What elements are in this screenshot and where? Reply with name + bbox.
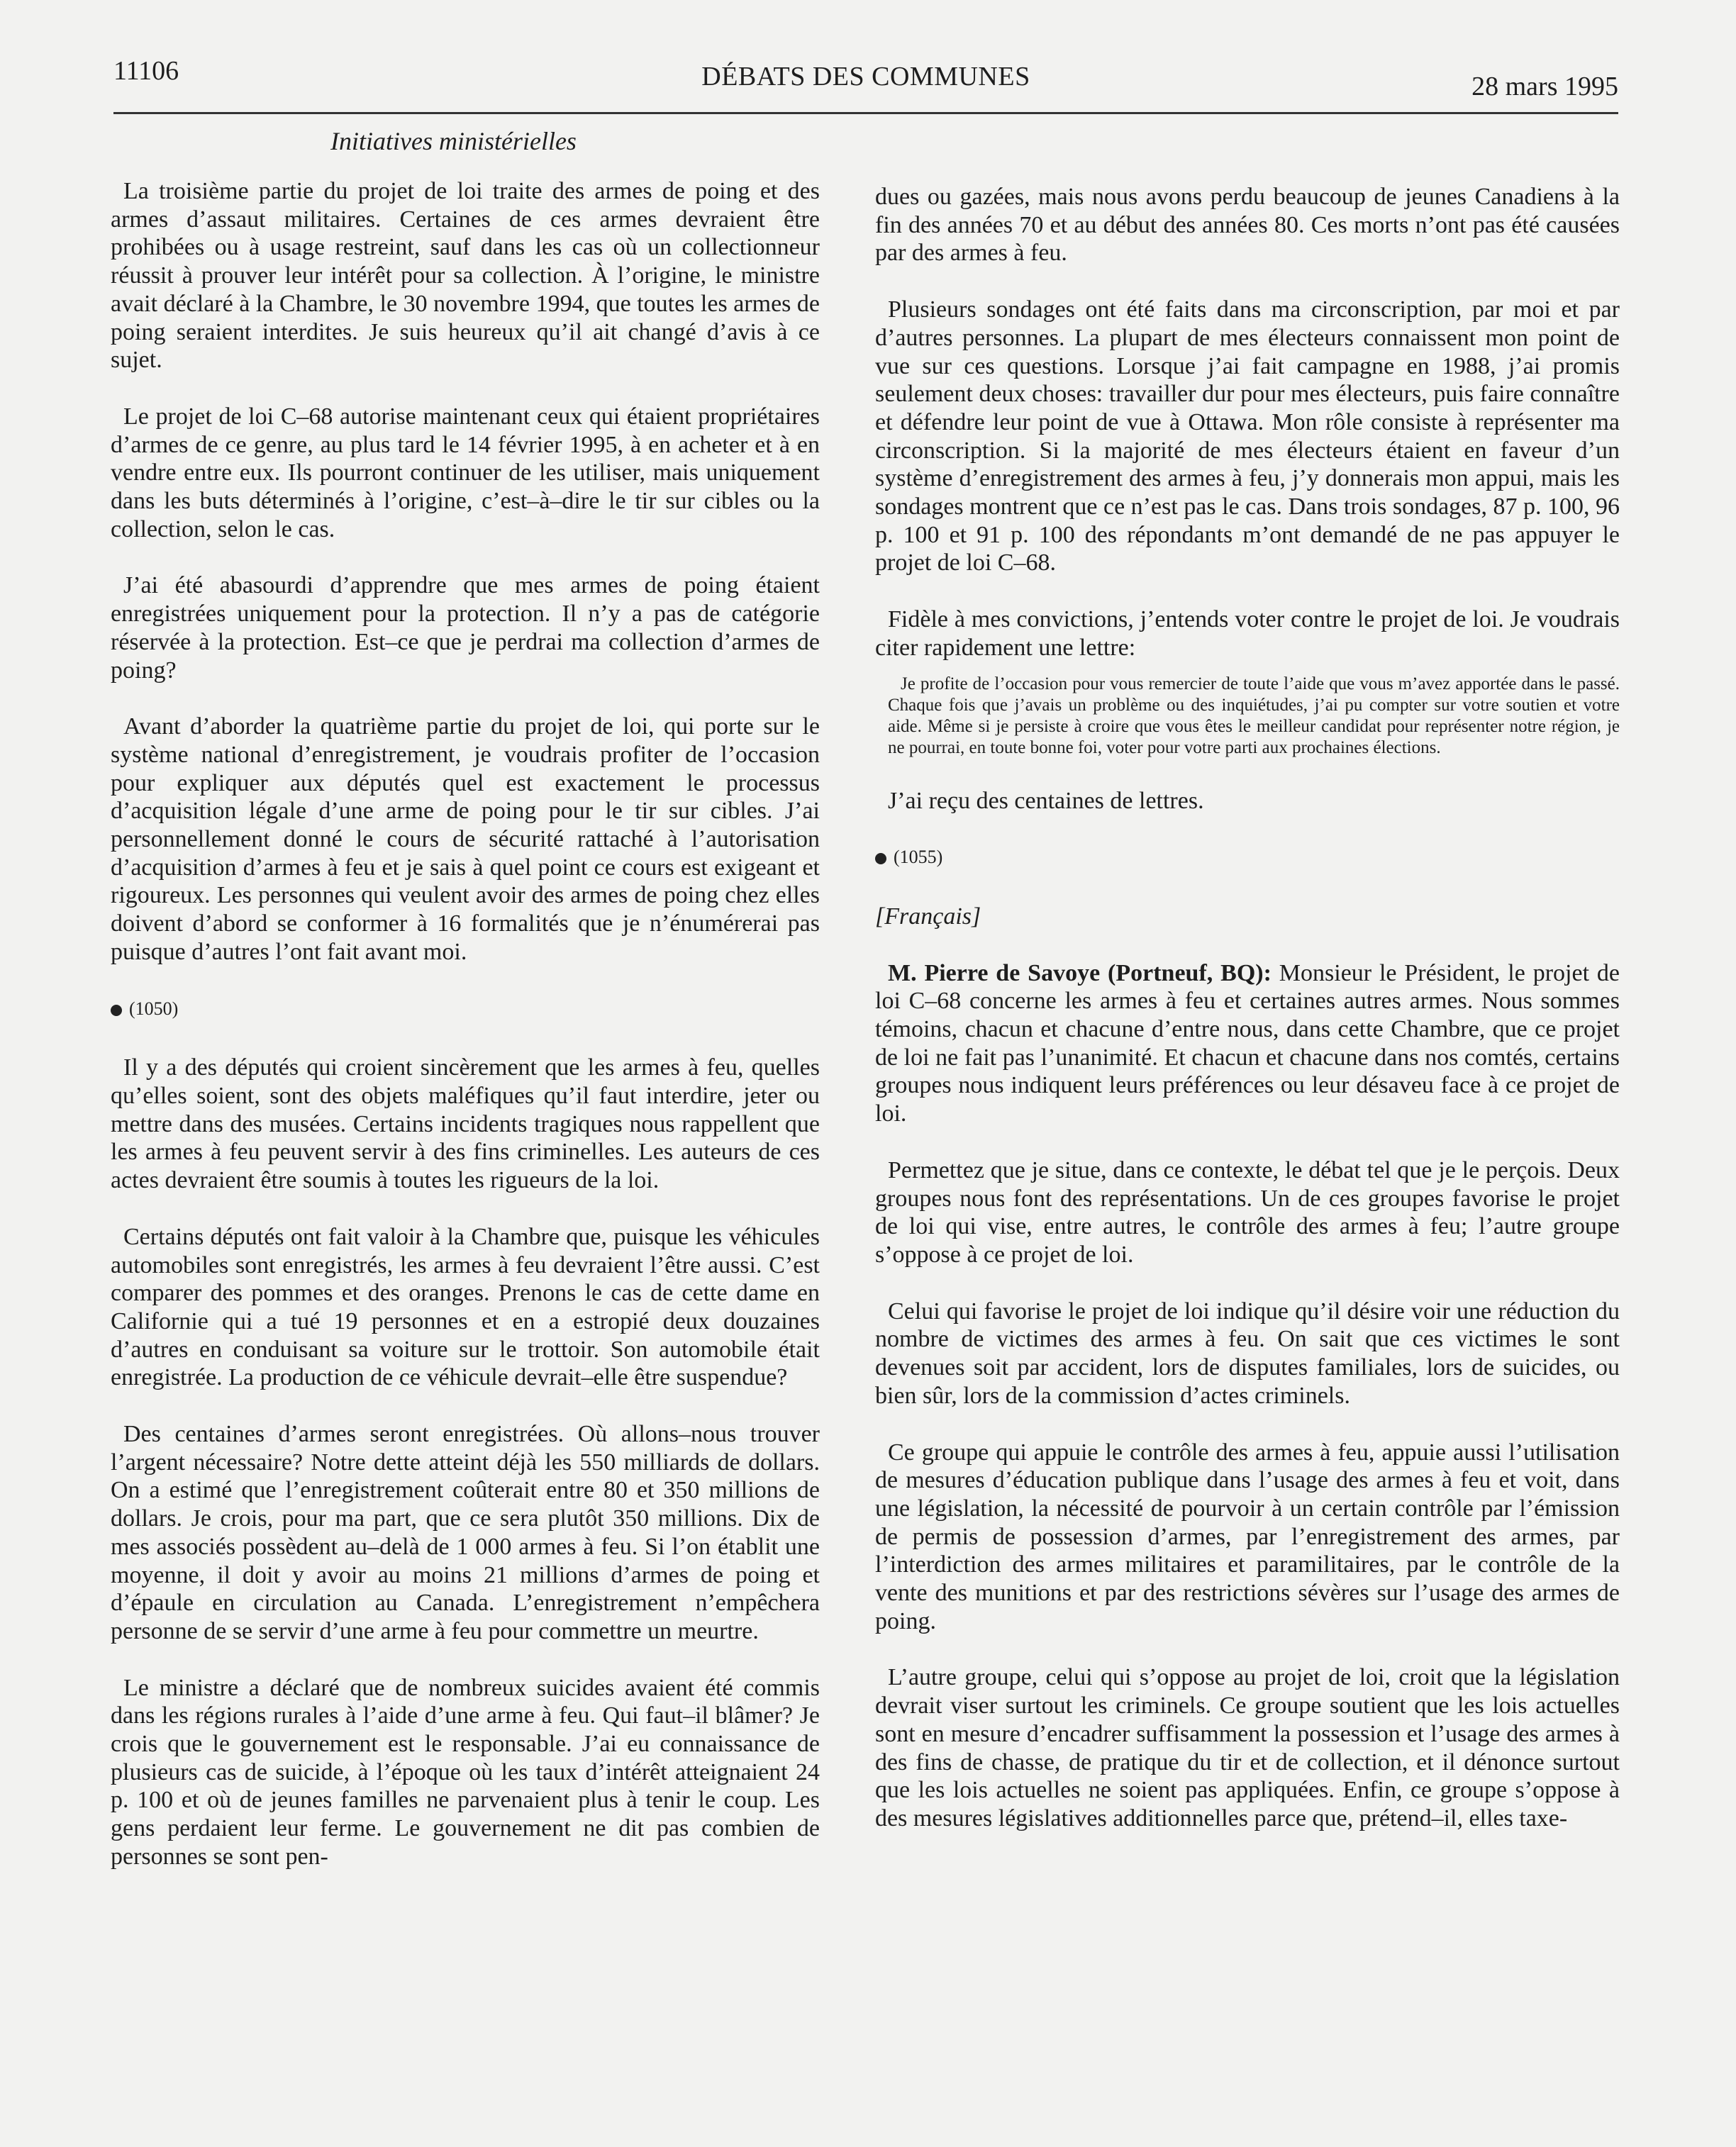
time-marker: [111, 995, 820, 1023]
speaker-name: M. Pierre de Savoye (Portneuf, BQ):: [888, 959, 1272, 986]
paragraph: J’ai été abasourdi d’apprendre que mes armes de poing étaient enregistrées uniquement pour la protection. Il n’y a pas de catégorie réservée à la protection. Est–ce que je perdrai ma collection d’armes de poing?: [111, 572, 820, 684]
paragraph: La troisième partie du projet de loi traite des armes de poing et des armes d’assaut militaires. Certaines de ces armes devraient être prohibées ou à usage restreint, sauf dans les cas où un collectionneur réussit à prouver leur intérêt pour sa collection. À l’origine, le ministre avait déclaré à la Chambre, le 30 novembre 1994, que toutes les armes de poing seraient interdites. Je suis heureux qu’il ait changé d’avis à ce sujet.: [111, 178, 820, 374]
running-head: Initiatives ministérielles: [330, 127, 577, 155]
page-header: [113, 55, 1618, 114]
paragraph: Certains députés ont fait valoir à la Chambre que, puisque les véhicules automobiles sont enregistrés, les armes à feu devraient l’être aussi. C’est comparer des pommes et des oranges. Prenons le cas de cette dame en Californie qui a tué 19 personnes et en a estropié deux douzaines d’autres en conduisant sa voiture sur le trottoir. Son automobile était enregistrée. La production de ce véhicule devrait–elle être suspendue?: [111, 1223, 820, 1391]
paragraph: Le projet de loi C–68 autorise maintenant ceux qui étaient propriétaires d’armes de ce genre, au plus tard le 14 février 1995, à en acheter et à en vendre entre eux. Ils pourront continuer de les utiliser, mais uniquement dans les buts déterminés à l’origine, c’est–à–dire le tir sur cibles ou la collection, selon le cas.: [111, 403, 820, 542]
speaker-paragraph: [875, 959, 1620, 1128]
time-marker-label: (1055): [894, 847, 943, 868]
paragraph: Le ministre a déclaré que de nombreux suicides avaient été commis dans les régions rurales à l’aide d’une arme à feu. Qui faut–il blâmer? Je crois que le gouvernement est le responsable. J’ai eu connaissance de plusieurs cas de suicide, à l’époque où les taux d’intérêt atteignaient 24 p. 100 et où de jeunes familles ne parvenaient plus à tenir le coup. Les gens perdaient leur ferme. Le gouvernement ne dit pas combien de personnes se sont pen-: [111, 1674, 820, 1870]
paragraph: Avant d’aborder la quatrième partie du projet de loi, qui porte sur le système national d’enregistrement, je voudrais profiter de l’occasion pour expliquer aux députés quel est exactement le processus d’acquisition légale d’une arme de poing pour le tir sur cibles. J’ai personnellement donné le cours de sécurité rattaché à l’autorisation d’acquisition d’armes à feu et je sais à quel point ce cours est exigeant et rigoureux. Les personnes qui veulent avoir des armes de poing chez elles doivent d’abord se conformer à 16 formalités que je n’énumérerai pas puisque d’autres l’ont fait avant moi.: [111, 713, 820, 965]
bullet-icon: [111, 1005, 122, 1016]
paragraph: J’ai reçu des centaines de lettres.: [888, 787, 1204, 814]
quoted-letter: Je profite de l’occasion pour vous remercier de toute l’aide que vous m’avez apportée dans le passé. Chaque fois que j’avais un problème ou des inquiétudes, j’ai pu compter sur votre soutien et votre aide. Même si je persiste à croire que vous êtes le meilleur candidat pour représenter notre région, je ne pourrai, en toute bonne foi, voter pour votre parti aux prochaines élections.: [888, 674, 1620, 757]
paragraph: Fidèle à mes convictions, j’entends voter contre le projet de loi. Je voudrais citer rapidement une lettre:: [875, 606, 1620, 661]
paragraph: Permettez que je situe, dans ce contexte, le débat tel que je le perçois. Deux groupes nous font des représentations. Un de ces groupes favorise le projet de loi qui vise, entre autres, le contrôle des armes à feu; l’autre groupe s’oppose à ce projet de loi.: [875, 1156, 1620, 1268]
right-column: [875, 183, 1620, 1861]
left-column: [111, 177, 820, 1900]
paragraph: Il y a des députés qui croient sincèrement que les armes à feu, quelles qu’elles soient, sont des objets maléfiques qu’il faut interdire, jeter ou mettre dans des musées. Certains incidents tragiques nous rappellent que les armes à feu peuvent servir à des fins criminelles. Les auteurs de ces actes devraient être soumis à toutes les rigueurs de la loi.: [111, 1054, 820, 1194]
language-tag: [Français]: [875, 903, 981, 930]
paragraph: dues ou gazées, mais nous avons perdu beaucoup de jeunes Canadiens à la fin des années 70 et au début des années 80. Ces morts n’ont pas été causées par des armes à feu.: [875, 184, 1620, 267]
time-marker-label: (1050): [129, 998, 179, 1019]
paragraph: Des centaines d’armes seront enregistrées. Où allons–nous trouver l’argent nécessaire? Notre dette atteint déjà les 550 milliards de dollars. On a estimé que l’enregistrement coûterait entre 80 et 350 millions de dollars. Je crois, pour ma part, que ce sera plutôt 350 millions. Dix de mes associés possèdent au–delà de 1 000 armes à feu. Si l’on établit une moyenne, il doit y avoir au moins 21 millions d’armes de poing et d’épaule en circulation au Canada. L’enregistrement n’empêchera personne de se servir d’une arme à feu pour commettre un meurtre.: [111, 1421, 820, 1644]
page-date: 28 mars 1995: [1471, 72, 1618, 101]
paragraph: Plusieurs sondages ont été faits dans ma circonscription, par moi et par d’autres personnes. La plupart de mes électeurs connaissent mon point de vue sur ces questions. Lorsque j’ai fait campagne en 1988, j’ai promis seulement deux choses: travailler dur pour mes électeurs, puis faire connaître et défendre leur point de vue à Ottawa. Mon rôle consiste à représenter ma circonscription. Si la majorité de mes électeurs étaient en faveur d’un système d’enregistrement des armes à feu, j’y donnerais mon appui, mais les sondages montrent que ce n’est pas le cas. Dans trois sondages, 87 p. 100, 96 p. 100 et 91 p. 100 des répondants m’ont demandé de ne pas appuyer le projet de loi C–68.: [875, 296, 1620, 576]
page-number: 11106: [113, 56, 179, 86]
speaker-text: Monsieur le Président, le projet de loi C–68 concerne les armes à feu et certaines autres armes. Nous sommes témoins, chacun et chacune d’entre nous, dans cette Chambre, que ce projet de loi ne fait pas l’unanimité. Et chacun et chacune dans nos comtés, certains groupes nous indiquent leurs préférences ou leur désaveu face à ce projet de loi.: [875, 959, 1620, 1127]
paragraph: Ce groupe qui appuie le contrôle des armes à feu, appuie aussi l’utilisation de mesures d’éducation publique dans l’usage des armes à feu et voit, dans une législation, la nécessité de pourvoir à un certain contrôle par l’émission de permis de possession d’armes, par l’enregistrement des armes, par l’interdiction des armes militaires et paramilitaires, par le contrôle de la vente des munitions et par des restrictions sévères sur l’usage des armes de poing.: [875, 1439, 1620, 1634]
publication-title: DÉBATS DES COMMUNES: [701, 62, 1030, 91]
bullet-icon: [875, 853, 886, 864]
time-marker: [875, 843, 1620, 871]
paragraph: L’autre groupe, celui qui s’oppose au projet de loi, croit que la législation devrait viser surtout les criminels. Ce groupe soutient que les lois actuelles sont en mesure d’encadrer suffisamment la possession et l’usage des armes à des fins de chasse, de pratique du tir et de collection, et il dénonce surtout que les lois actuelles ne soient pas appliquées. Enfin, ce groupe s’oppose à des mesures législatives additionnelles parce que, prétend–il, elles taxe-: [875, 1664, 1620, 1831]
paragraph: Celui qui favorise le projet de loi indique qu’il désire voir une réduction du nombre de victimes des armes à feu. On sait que ces victimes le sont devenues soit par accident, lors de disputes familiales, lors de suicides, ou bien sûr, lors de la commission d’actes criminels.: [875, 1298, 1620, 1409]
